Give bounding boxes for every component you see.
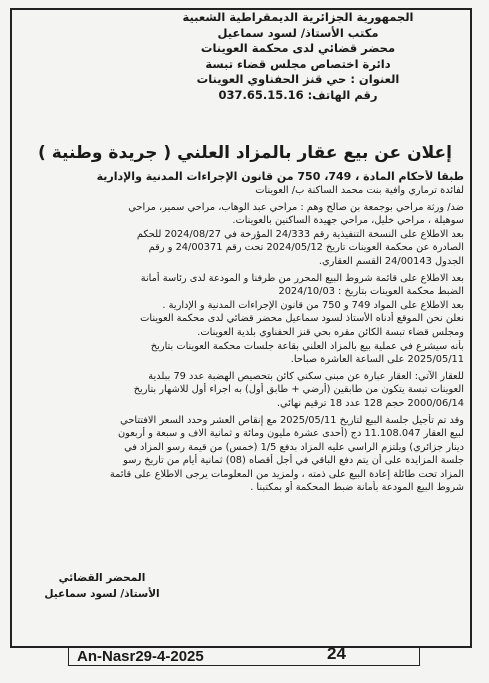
body-line: للعقار الآتي: العقار عبارة عن مبنى سكني كائن بتحصيص الهضبة عدد 79 ببلدية — [148, 370, 464, 382]
body-line: جلسة المزايدة على أن يتم دفع الباقي في أجل أقصاه (08) ثمانية أيام من تاريخ رسو — [123, 455, 464, 467]
body-line: لبيع العقار 11.108.047 دج (أحدى عشرة مليون ومائة و ثمانية الاف و سبعة و أربعون — [117, 428, 464, 440]
body-line: وقد تم تأجيل جلسة البيع لتاريخ 2025/05/11 مع إنقاص العشر وحدد السعر الافتتاحي — [120, 414, 464, 426]
header-line-address: العنوان : حي قنز الحفناوي العوينات — [196, 72, 400, 87]
signature-title: المحضر القضائي — [58, 572, 146, 584]
body-line: بأنه سيشرع في عملية بيع بالمزاد العلني بقاعة جلسات محكمة العوينات بتاريخ — [150, 340, 464, 352]
signature-block — [32, 570, 172, 602]
body-line: الضبط محكمة العوينات بتاريخ : 2024/10/03 — [278, 286, 464, 298]
signature-name: الأستاذ/ لسود سماعيل — [44, 588, 160, 600]
body-line: 2025/05/11 على الساعة العاشرة صباحا. — [290, 354, 464, 366]
body-line: شروط البيع المودعة بأمانة ضبط المحكمة أو بمكتبنا . — [250, 482, 464, 494]
body-line: بعد الاطلاع على النسخة التنفيذية رقم 24/333 المؤرخة في 2024/08/27 للحكم — [136, 228, 464, 240]
body-line: الصادرة عن محكمة العوينات تاريخ 2024/05/12 تحت رقم 24/00371 و رقم — [148, 242, 464, 254]
notice-body — [22, 170, 464, 495]
office-header — [133, 10, 463, 104]
page-footer — [68, 646, 420, 666]
body-line: بعد الاطلاع على قائمة شروط البيع المحرر من طرفنا و المودعة لدى رئاسة أمانة — [140, 272, 464, 284]
publication-date: An-Nasr29-4-2025 — [77, 648, 204, 665]
body-line: دينار جزائري) ويلتزم الراسي عليه المزاد بدفع 1/5 (خمس) من قيمة رسو المزاد في — [124, 441, 464, 453]
header-line-republic: الجمهورية الجزائرية الديمقراطية الشعبية — [182, 10, 414, 24]
body-line: طبقا لأحكام المادة ، 749، 750 من قانون الإجراءات المدنية والإدارية — [96, 170, 464, 183]
body-line: بعد الاطلاع على المواد 749 و 750 من قانون الإجراءات المدنية و الإدارية . — [162, 299, 464, 311]
header-line-bailiff: محضر قضائي لدى محكمة العوينات — [200, 41, 396, 56]
body-line: العوينات تبسة يتكون من طابقين (أرضي + طابق أول) به اجراء أول للاشهار بتاريخ — [133, 384, 464, 396]
body-line: ضد/ ورثة مراحي بوجمعة بن صالح وهم : مراحي عبد الوهاب، مراحي سمير، مراحي — [128, 201, 464, 213]
body-line: سوهيلة ، مراحي خليل، مراحي جهيدة الساكنين بالعوينات. — [232, 215, 464, 227]
body-line: لفائدة ترماري وافية بنت محمد الساكنة ب/ العوينات — [255, 185, 464, 196]
notice-title: إعلان عن بيع عقار بالمزاد العلني ( جريدة وطنية ) — [38, 143, 452, 163]
body-line: نعلن نحن الموقع أدناه الأستاذ لسود سماعيل محضر قضائي لدى محكمة العوينات — [140, 313, 464, 325]
page-number: 24 — [327, 644, 346, 663]
header-line-jurisdiction: دائرة اختصاص مجلس قضاء تبسة — [205, 56, 391, 71]
body-line: الجدول 24/00143 القسم العقاري. — [318, 255, 464, 267]
body-line: 2000/06/14 حجم 128 عدد 18 ترقيم نهائي. — [276, 397, 464, 409]
body-line: ومجلس قضاء تبسة الكائن مقره بحي قنز الحفناوي بلدية العوينات. — [197, 326, 464, 338]
header-line-phone: رقم الهاتف: 037.65.15.16 — [218, 87, 378, 102]
header-line-office: مكتب الأستاذ/ لسود سماعيل — [217, 25, 379, 40]
body-line: المزاد تحت طائلة إعادة البيع على ذمته ، ولمزيد من المعلومات يرجى الاطلاع على قائمة — [109, 468, 464, 480]
